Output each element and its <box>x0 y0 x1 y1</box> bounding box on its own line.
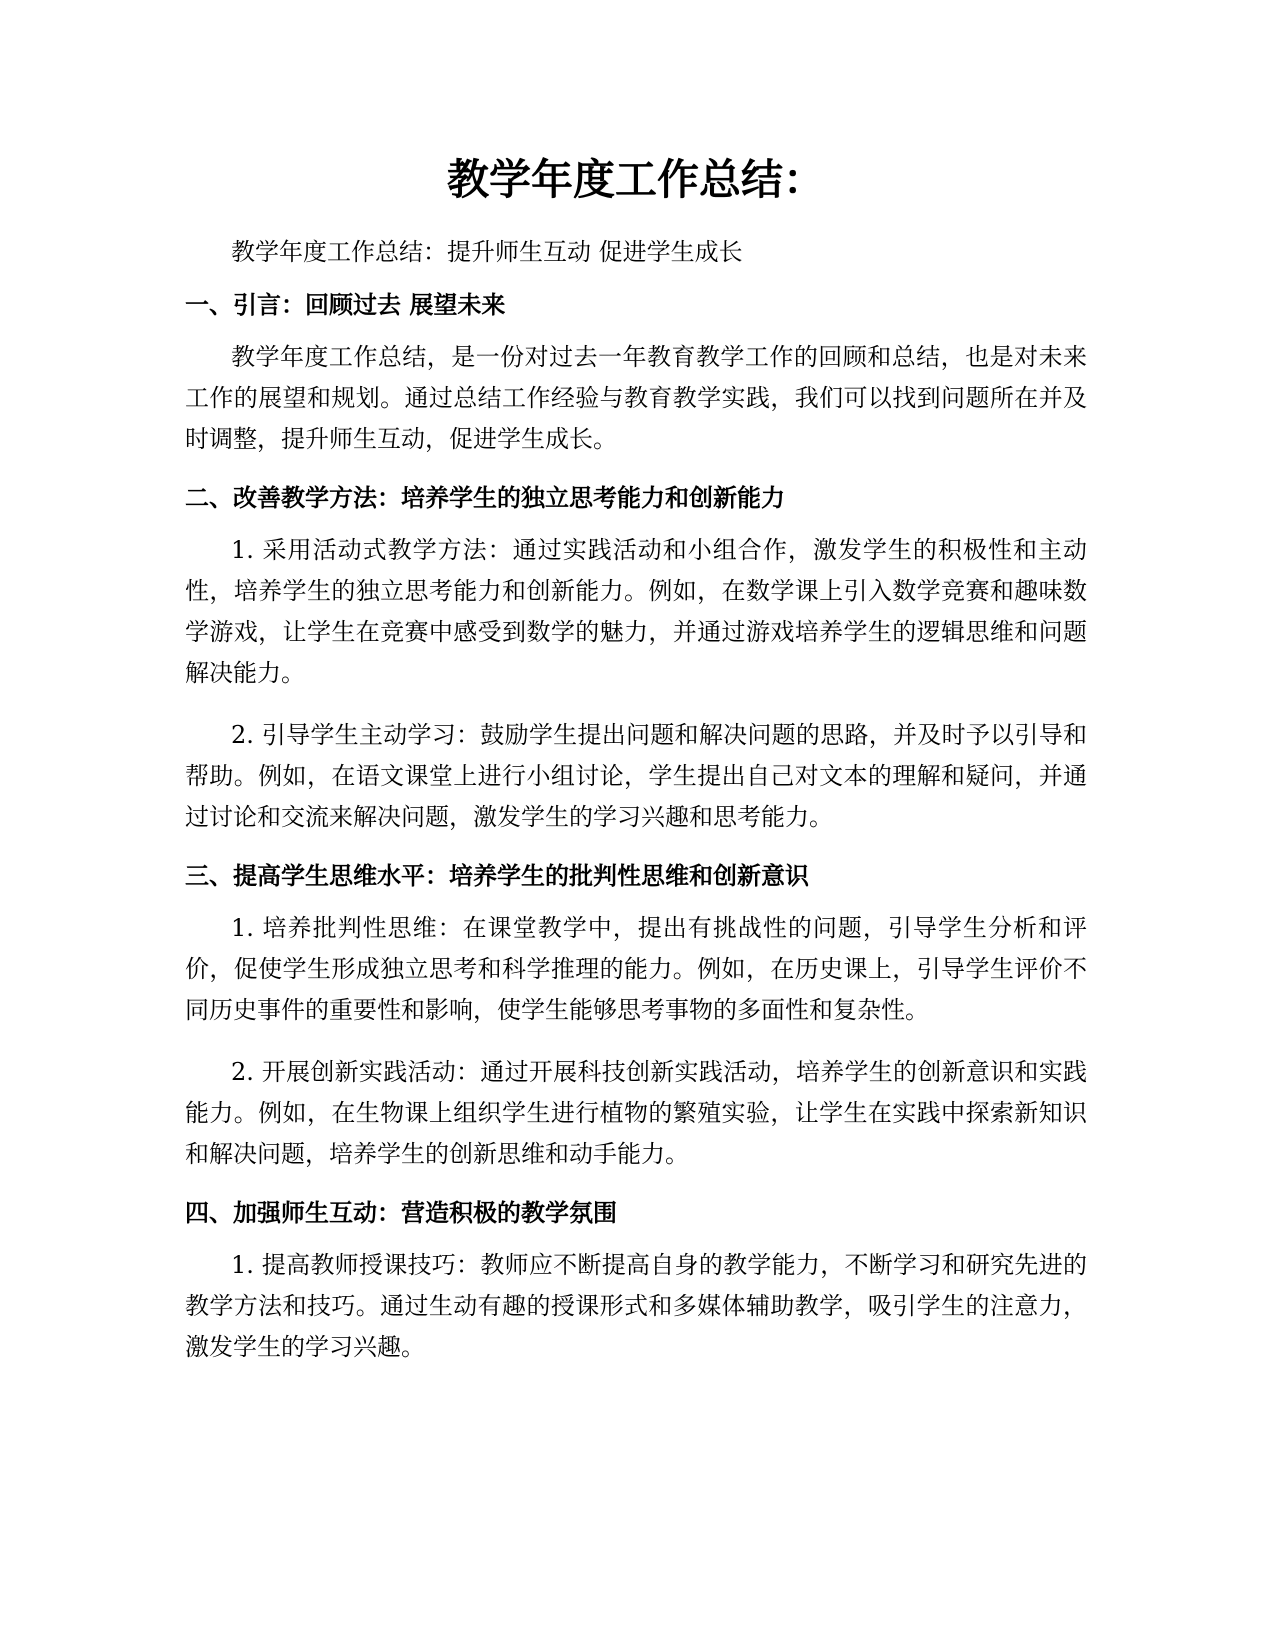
section-paragraph: 1. 培养批判性思维：在课堂教学中，提出有挑战性的问题，引导学生分析和评价，促使学生形成独立思考和科学推理的能力。例如，在历史课上，引导学生评价不同历史事件的重要性和影响，使学生能够思考事物的多面性和复杂性。 <box>185 914 1087 1024</box>
section-paragraph: 教学年度工作总结，是一份对过去一年教育教学工作的回顾和总结，也是对未来工作的展望和规划。通过总结工作经验与教育教学实践，我们可以找到问题所在并及时调整，提升师生互动，促进学生成长。 <box>185 343 1087 453</box>
section-teaching-methods <box>185 480 1087 838</box>
section-paragraph: 2. 引导学生主动学习：鼓励学生提出问题和解决问题的思路，并及时予以引导和帮助。例如，在语文课堂上进行小组讨论，学生提出自己对文本的理解和疑问，并通过讨论和交流来解决问题，激发学生的学习兴趣和思考能力。 <box>185 721 1087 831</box>
section-heading: 四、加强师生互动：营造积极的教学氛围 <box>185 1199 617 1227</box>
document-title: 教学年度工作总结： <box>446 155 825 204</box>
section-teacher-student-interaction <box>185 1195 1087 1368</box>
section-introduction <box>185 287 1087 460</box>
section-heading: 三、提高学生思维水平：培养学生的批判性思维和创新意识 <box>185 862 809 890</box>
section-paragraph: 1. 采用活动式教学方法：通过实践活动和小组合作，激发学生的积极性和主动性，培养学生的独立思考能力和创新能力。例如，在数学课上引入数学竞赛和趣味数学游戏，让学生在竞赛中感受到数学的魅力，并通过游戏培养学生的逻辑思维和问题解决能力。 <box>185 536 1087 687</box>
section-thinking-level <box>185 858 1087 1175</box>
document-subtitle: 教学年度工作总结：提升师生互动 促进学生成长 <box>231 238 743 266</box>
section-heading: 二、改善教学方法：培养学生的独立思考能力和创新能力 <box>185 484 785 512</box>
document-body <box>185 150 1087 1388</box>
section-paragraph: 1. 提高教师授课技巧：教师应不断提高自身的教学能力，不断学习和研究先进的教学方法和技巧。通过生动有趣的授课形式和多媒体辅助教学，吸引学生的注意力，激发学生的学习兴趣。 <box>185 1251 1087 1361</box>
section-heading: 一、引言：回顾过去 展望未来 <box>185 291 506 319</box>
section-paragraph: 2. 开展创新实践活动：通过开展科技创新实践活动，培养学生的创新意识和实践能力。例如，在生物课上组织学生进行植物的繁殖实验，让学生在实践中探索新知识和解决问题，培养学生的创新思维和动手能力。 <box>185 1058 1087 1168</box>
